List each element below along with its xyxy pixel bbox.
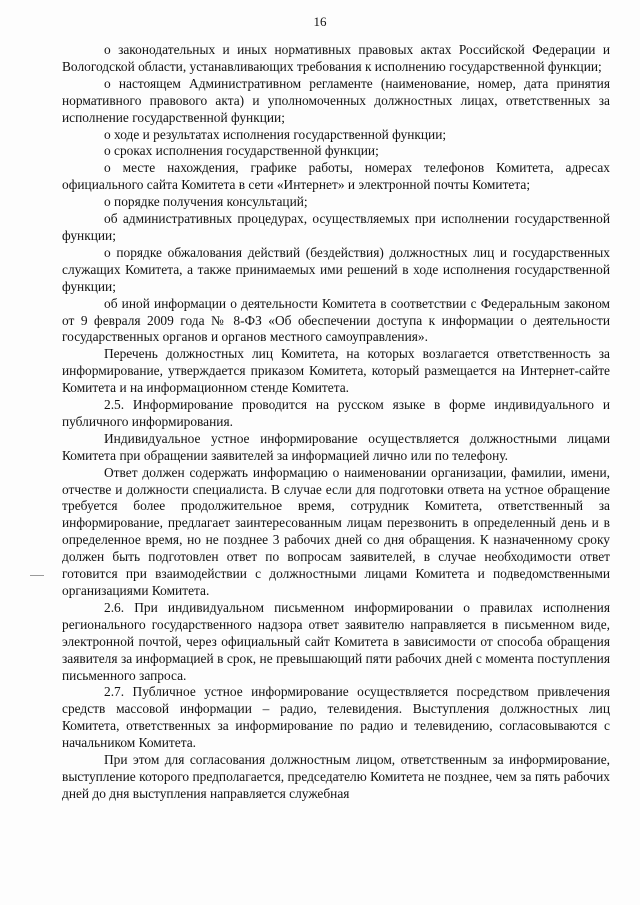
paragraph-appeals: о порядке обжалования действий (бездействия) должностных лиц и государственных служащих Комитета, а также принимаемых ими решений в ходе исполнения государственной функции; xyxy=(62,244,610,294)
paragraph-section-2-5: 2.5. Информирование проводится на русском языке в форме индивидуального и публичного информирования. xyxy=(62,397,610,429)
scan-mark xyxy=(30,575,44,576)
page-number: 16 xyxy=(313,14,327,29)
paragraph-coordination: При этом для согласования должностным лицом, ответственным за информирование, выступление которого предполагается, председателю Комитета не позднее, чем за пять рабочих дней до дня выступления направляется служебная xyxy=(62,752,610,801)
paragraph-procedures: об административных процедурах, осуществляемых при исполнении государственной функции; xyxy=(62,211,610,243)
paragraph-legislation: о законодательных и иных нормативных правовых актах Российской Федерации и Вологодской области, устанавливающих требования к исполнению государственной функции; xyxy=(62,42,610,74)
paragraph-answer-content: Ответ должен содержать информацию о наименовании организации, фамилии, имени, отчестве и должности специалиста. В случае если для подготовки ответа на устное обращение требуется более продолжительное время, сотрудник Комитета, ответственный за информирование, предлагает заинтересованным лицам перезвонить в определенный день и в определенное время, но не позднее 3 рабочих дней со дня обращения. К назначенному сроку должен быть подготовлен ответ по вопросам заявителей, в случае необходимости ответ готовится при взаимодействии с должностными лицами Комитета и подведомственными организациями Комитета. xyxy=(62,464,610,598)
paragraph-deadlines: о сроках исполнения государственной функции; xyxy=(104,143,379,159)
document-body xyxy=(62,42,610,803)
paragraph-contacts: о месте нахождения, графике работы, номерах телефонов Комитета, адресах официального сайта Комитета в сети «Интернет» и электронной почты Комитета; xyxy=(62,160,610,193)
paragraph-individual-oral: Индивидуальное устное информирование осуществляется должностными лицами Комитета при обращении заявителей за информацией лично или по телефону. xyxy=(62,430,610,463)
paragraph-section-2-7: 2.7. Публичное устное информирование осуществляется посредством привлечения средств массовой информации – радио, телевидения. Выступления должностных лиц Комитета, ответственных за информирование по радио и телевидению, согласовываются с начальником Комитета. xyxy=(62,684,610,751)
paragraph-other-info: об иной информации о деятельности Комитета в соответствии с Федеральным законом от 9 февраля 2009 года № 8-ФЗ «Об обеспечении доступа к информации о деятельности государственных органов и органов местного самоуправления». xyxy=(62,295,610,345)
paragraph-progress: о ходе и результатах исполнения государственной функции; xyxy=(104,126,447,142)
paragraph-responsible-list: Перечень должностных лиц Комитета, на которых возлагается ответственность за информирование, утверждается приказом Комитета, который размещается на Интернет-сайте Комитета и на информационном стенде Комитета. xyxy=(62,346,610,396)
paragraph-regulation: о настоящем Административном регламенте (наименование, номер, дата принятия нормативного правового акта) и уполномоченных должностных лицах, ответственных за исполнение государственной функции; xyxy=(62,75,610,125)
paragraph-section-2-6: 2.6. При индивидуальном письменном информировании о правилах исполнения регионального государственного надзора ответ заявителю направляется в письменном виде, электронной почтой, через официальный сайт Комитета в зависимости от способа обращения заявителя за информацией в срок, не превышающий пяти рабочих дней с момента поступления письменного запроса. xyxy=(62,599,610,683)
paragraph-consultations: о порядке получения консультаций; xyxy=(104,194,308,210)
